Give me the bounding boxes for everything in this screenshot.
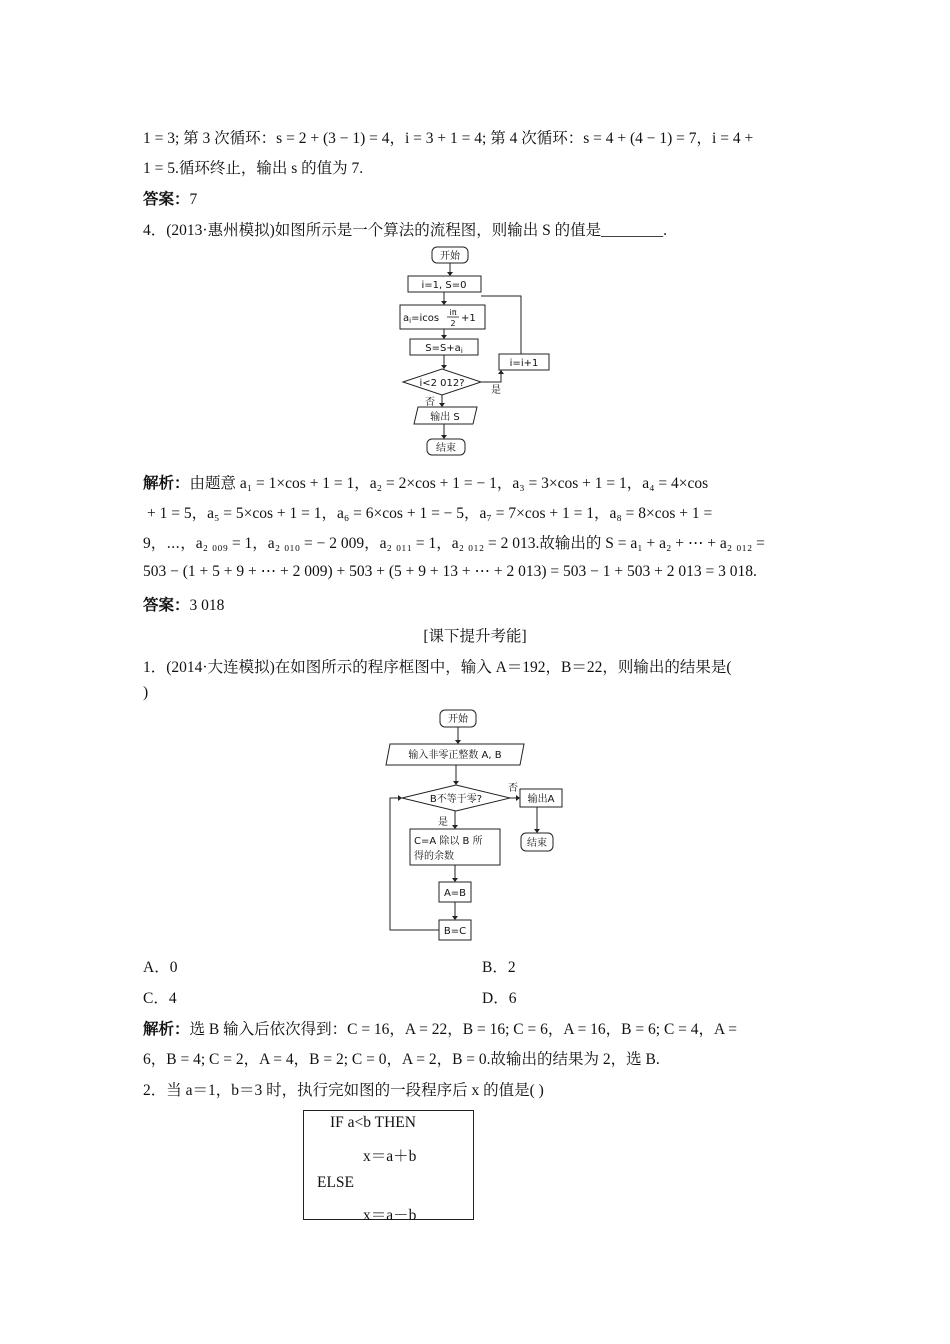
code-line-then: x＝a＋b <box>363 1148 417 1165</box>
solution-text: 由题意 a₁ = 1×cos + 1 = 1，a₂ = 2×cos + 1 = − 1，a₃ = 3×cos + 1 = 1，a₄ = 4×cos <box>189 475 709 492</box>
answer-3 <box>143 187 197 209</box>
program-box <box>303 1110 474 1224</box>
problem-2: 2．当 a＝1，b＝3 时，执行完如图的一段程序后 x 的值是( ) <box>143 1082 544 1099</box>
code-line-else-body: x＝a－b <box>363 1207 417 1224</box>
end-label: 结束 <box>436 443 456 454</box>
flowchart-sum <box>395 243 565 461</box>
calc-tail: +1 <box>461 313 476 324</box>
solution-1-line-1 <box>143 1017 737 1039</box>
answer-label: 答案： <box>143 597 190 614</box>
calc-numerator: iπ <box>449 308 457 317</box>
answer-label: 答案： <box>143 191 190 208</box>
yes-label: 是 <box>491 385 501 396</box>
mod-label-line-1: C=A 除以 B 所 <box>414 836 483 847</box>
solution-text: 选 B 输入后依次得到：C = 16，A = 22，B = 16; C = 6，A = 16，B = 6; C = 4，A = <box>189 1021 737 1038</box>
increment-label: i=i+1 <box>509 358 539 369</box>
solution-label: 解析： <box>143 475 190 492</box>
solution-3-line-1: 1 = 3; 第 3 次循环：s = 2 + (3 − 1) = 4，i = 3 + 1 = 4; 第 4 次循环：s = 4 + (4 − 1) = 7，i = 4 + <box>143 130 754 147</box>
solution-4-line-1 <box>143 471 708 493</box>
solution-label: 解析： <box>143 1021 190 1038</box>
end-label: 结束 <box>527 838 547 849</box>
question-4: 4．(2013·惠州模拟)如图所示是一个算法的流程图，则输出 S 的值是________. <box>143 222 667 239</box>
problem-1-line-2: ) <box>143 684 149 701</box>
option-d: D．6 <box>482 990 517 1007</box>
code-line-else: ELSE <box>317 1174 355 1191</box>
solution-1-line-2: 6，B = 4; C = 2，A = 4，B = 2; C = 0，A = 2，B = 0.故输出的结果为 2，选 B. <box>143 1051 660 1068</box>
condition-label: i<2 012? <box>419 378 465 389</box>
problem-1-line-1: 1．(2014·大连模拟)在如图所示的程序框图中，输入 A＝192，B＝22，则输出的结果是( <box>143 659 732 676</box>
start-label: 开始 <box>448 714 468 725</box>
output-label: 输出 S <box>430 412 460 423</box>
answer-value: 3 018 <box>189 597 225 614</box>
option-c: C．4 <box>143 990 177 1007</box>
solution-4-line-4: 503 − (1 + 5 + 9 + ⋯ + 2 009) + 503 + (5 + 9 + 13 + ⋯ + 2 013) = 503 − 1 + 503 + 2 013 = 3 018. <box>143 563 757 580</box>
assign-a-label: A=B <box>443 888 467 899</box>
option-a: A．0 <box>143 959 178 976</box>
calc-denominator: 2 <box>450 319 456 328</box>
yes-label: 是 <box>438 817 448 828</box>
init-label: i=1, S=0 <box>421 280 467 291</box>
output-label: 输出A <box>527 794 555 805</box>
input-label: 输入非零正整数 A, B <box>408 750 502 761</box>
section-heading: [课下提升考能] <box>423 628 527 645</box>
flowchart-gcd <box>380 707 580 945</box>
no-label: 否 <box>508 783 518 794</box>
solution-3-line-2: 1 = 5.循环终止，输出 s 的值为 7. <box>143 160 364 177</box>
answer-value: 7 <box>189 191 198 208</box>
answer-4 <box>143 593 224 615</box>
condition-label: B不等于零? <box>429 794 483 805</box>
no-label: 否 <box>425 397 435 408</box>
mod-label-line-2: 得的余数 <box>414 851 454 862</box>
calc-label: $a_i=icos$ <box>403 313 440 325</box>
start-label: 开始 <box>440 251 460 262</box>
code-line-if: IF a<b THEN <box>330 1114 416 1131</box>
sum-label: $S=S+a_i$ <box>425 343 463 355</box>
solution-4-line-2: + 1 = 5，a₅ = 5×cos + 1 = 1，a₆ = 6×cos + 1 = − 5，a₇ = 7×cos + 1 = 1，a₈ = 8×cos + 1 = <box>147 505 713 522</box>
assign-b-label: B=C <box>443 926 467 937</box>
solution-4-line-3: 9，⋯，a₂ ₀₀₉ = 1，a₂ ₀₁₀ = − 2 009，a₂ ₀₁₁ = 1，a₂ ₀₁₂ = 2 013.故输出的 S = a₁ + a₂ + ⋯ + a₂ ₀₁₂ = <box>143 535 765 552</box>
option-b: B．2 <box>482 959 516 976</box>
